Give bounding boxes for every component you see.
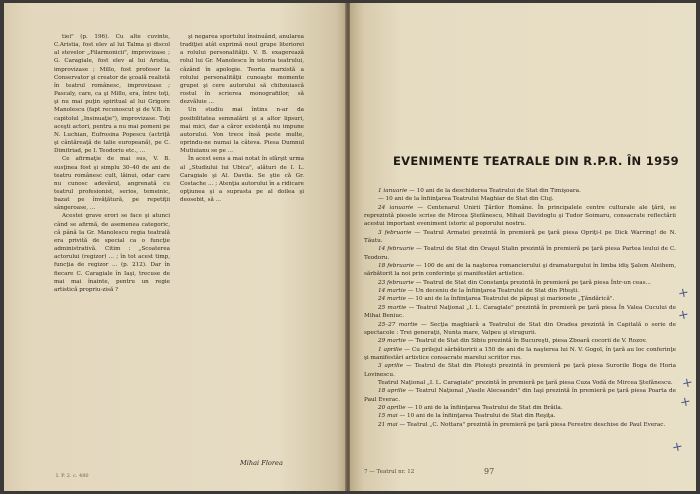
event-entry	[364, 346, 676, 363]
event-text: — Teatrul de Stat din Ploieşti prezintă în premieră pe ţară piesa Surorile Boga de Horia Lovinescu.	[364, 363, 677, 378]
event-date: 23 februarie	[378, 279, 414, 286]
event-text: — Teatrul Naţional „Vasile Alecsandri" din Iaşi prezintă în premieră pe ţară piesa Poarta de Paul Everac.	[364, 388, 677, 403]
event-entry	[364, 195, 676, 203]
left-page	[4, 3, 346, 491]
event-text: — Un deceniu de la înfiinţarea Teatrului de Stat din Piteşti.	[407, 288, 580, 295]
event-date: 24 martie	[378, 296, 407, 303]
event-date: 3 februarie	[378, 229, 412, 236]
event-date: 21 mai	[378, 421, 398, 428]
event-entry	[364, 262, 676, 279]
paragraph: şi negarea sportului însinuând, anularea tradiţiei atât exprimă noul grupe literiorei a rolului personalităţii. V. B. exagerează rolul lui Gr. Manolescu în istoria teatrului, căzând în apologie. Teoria marxistă a rolului personalităţii cunoaşte momente grupei şi cere autorului să chibzuiască rostul în scrierea monografiilor, să dezvăluie ...	[180, 34, 304, 106]
paragraph: tiei" (p. 196). Cu alte cuvinte, C.Aristia, fost elev al lui Talma şi discol al stevelor „Filarmonicii", improvizase ; G. Caragiale, fost elev al lui Aristia, improvizase ; Millo, fost profesor la Conservator şi creator de şcoală realistă în teatrul românesc, improvizase ; Pascaly, care, ca şi Millo, era, între toţi, şi nu mai puţin spiritual al lui Grigore Manolescu (fapt recunoscut şi de V.B. în capitolul „Insinuaţie"), improvizase. Toţi aceşti actori, pentru a nu mai pomeni pe N. Luchian, Eufrosina Popescu (actriţă şi cântăreaţă de talie europeană), pe C. Dimitriad, pe I. Teodoriu etc., ...	[54, 34, 170, 155]
pencil-mark-icon: +	[676, 285, 691, 302]
page-title: EVENIMENTE TEATRALE DIN R.P.R. ÎN 1959	[393, 154, 679, 168]
event-entry	[364, 204, 676, 229]
event-entry	[364, 421, 676, 429]
event-date: 3 aprilie	[378, 363, 404, 370]
event-text: — Cu prilejul sărbătoririi a 150 de ani de la naşterea lui N. V. Gogol, în ţară au loc conferinţe şi manifestări artistice consacrate marelui scriitor rus.	[364, 346, 677, 361]
event-entry	[364, 412, 676, 420]
event-text: — Teatrul „C. Nottara" prezintă în premieră pe ţară piesa Ferestre deschise de Paul Everac.	[399, 421, 666, 428]
event-entry	[364, 321, 676, 338]
paragraph: În acest sens a mai notat în sfârşit urma al „Studiului lui Ubica", alături de I. L. Caragiale şi Al. Davila. Se ştie că Gr. Costache ... ; Atenţia autorului în a ridicare opţiunea şi a suprasta pe al doilea şi deosebit, să ...	[180, 156, 304, 204]
event-text: — 10 ani de la înfiinţarea Teatrului de Stat din Reşiţa.	[399, 413, 556, 420]
printer-mark: I. P. 2. c. 480	[56, 473, 89, 479]
event-entry	[364, 295, 676, 303]
event-date: 14 februarie	[378, 246, 415, 253]
event-date: 1 aprilie	[378, 346, 403, 353]
event-date: 14 martie	[378, 288, 407, 295]
pencil-mark-icon: +	[670, 439, 685, 456]
event-entry	[364, 287, 676, 295]
pencil-mark-icon: +	[676, 307, 691, 324]
event-text: — 10 ani de la înfiinţarea Teatrului de Stat din Brăila.	[407, 404, 563, 411]
event-text: — Teatrul de Stat din Sibiu prezintă în Bucureşti, piesa Zboară cocorii de V. Rozov.	[407, 338, 647, 345]
event-text: — 10 ani de la deschiderea Teatrului de Stat din Timişoara.	[409, 188, 581, 194]
event-text: — Centenarul Unirii Ţărilor Române. În principalele centre culturale ale ţării, se reprezintă piesele scrise de Mircea Ştefănescu, Mihail Davidoglu şi Tudor Soimaru, consacrate reflectării acestui important eveniment istoric al poporului nostru.	[364, 204, 676, 228]
book-spread	[4, 3, 696, 491]
event-entry	[364, 387, 676, 404]
events-list	[364, 187, 676, 429]
event-text: — 100 de ani de la naşterea romancierului şi dramaturgului în limba idiş Şalom Aleihem, sărbătorit la noi prin conferinţe şi manifestări artistice.	[364, 263, 676, 278]
event-date: 20 aprilie	[378, 404, 406, 411]
event-text: — Teatrul Naţional „I. L. Caragiale" prezintă în premieră pe ţară piesa În Valea Cucului de Mihai Beniuc.	[364, 304, 676, 320]
pencil-mark-icon: +	[680, 375, 695, 392]
page-number: 97	[484, 467, 495, 476]
pencil-mark-icon: +	[678, 394, 693, 411]
author-signature: Mihai Florea	[240, 459, 283, 467]
event-text: — 10 ani de la înfiinţarea Teatrului de păpuşi şi marionete „Ţăndărică".	[407, 296, 615, 303]
right-page	[350, 3, 696, 491]
event-text: — Teatrul de Stat din Oraşul Stalin prezintă în premieră pe ţară piesa Partea leului de C. Teodoru.	[364, 246, 676, 261]
left-column-2	[180, 33, 304, 204]
paragraph: Un studiu mai întins n-ar da posibilitatea semnalării şi a altor lipsuri, mai mici, dar a căror existenţă nu impune autorului. Von trece însă peste multe, oprindu-ne numai la câteva. Piesa Dumnul Mutiuianu se pe ...	[180, 107, 304, 155]
left-column-1	[54, 33, 170, 294]
event-date: 25–27 martie	[378, 321, 418, 328]
event-entry	[364, 279, 676, 287]
event-entry	[364, 304, 676, 321]
event-entry	[364, 362, 676, 379]
event-date: 1 ianuarie	[378, 188, 408, 194]
event-entry	[364, 337, 676, 345]
event-text: — Teatrul de Stat din Constanţa prezintă în premieră pe ţară piesa Într-un ceas...	[415, 279, 651, 286]
event-date: 24 ianuarie	[378, 204, 414, 211]
event-entry	[364, 379, 676, 387]
event-text: Teatrul Naţional „I. L. Caragiale" prezintă în premieră pe ţară piesa Cuza Vodă de Mircea Ştefănescu.	[378, 379, 673, 386]
event-text: — 10 ani de la înfiinţarea Teatrului Maghiar de Stat din Cluj.	[378, 196, 554, 203]
event-entry	[364, 404, 676, 412]
event-date: 18 februarie	[378, 263, 415, 270]
event-text: — Teatrul Armatei prezintă în premieră pe ţară piesa Opriţi-l pe Dick Warring! de N. Tăutu.	[364, 229, 677, 245]
event-entry	[364, 245, 676, 262]
event-date: 18 aprilie	[378, 388, 406, 395]
event-entry	[364, 187, 676, 195]
journal-issue: 7 — Teatrul nr. 12	[364, 469, 415, 475]
event-entry	[364, 229, 676, 246]
event-date: 15 mai	[378, 413, 398, 420]
paragraph: Ce afirmaţie de mai sus, V. B. susţinea fost şi simplu 30–40 de ani de teatru românesc cult, lâinui, odar care nu cunosc adevărul, angrenată cu teatrul profesionist, serios, temeinic, bazat pe învăţătură, pe repetiţii sângeroase, ...	[54, 156, 170, 212]
event-date: 25 martie	[378, 304, 407, 311]
event-text: — Secţia maghiară a Teatrului de Stat din Oradea prezintă în Capitală o serie de spectacole : Trei generaţii, Nunta mare, Valpeu şi strugurii.	[364, 321, 676, 336]
paragraph: Acestei grave erori se face şi atunci când se afirmă, de asemenea categoric, că până la Gr. Manolescu regia teatrală era privită de special ca o funcţie administrativă. Citim : „Scoaterea actorului (regizor) ... ; în tot acest timp, funcţia de regizor ... (p. 212). Dar în fiecare C. Caragiale în Iaşi, trecuse de mai mai înainte, pentru un regie artistică propriu-zisă ?	[54, 213, 170, 293]
event-date: 29 martie	[378, 338, 407, 345]
page-footer	[364, 469, 676, 475]
